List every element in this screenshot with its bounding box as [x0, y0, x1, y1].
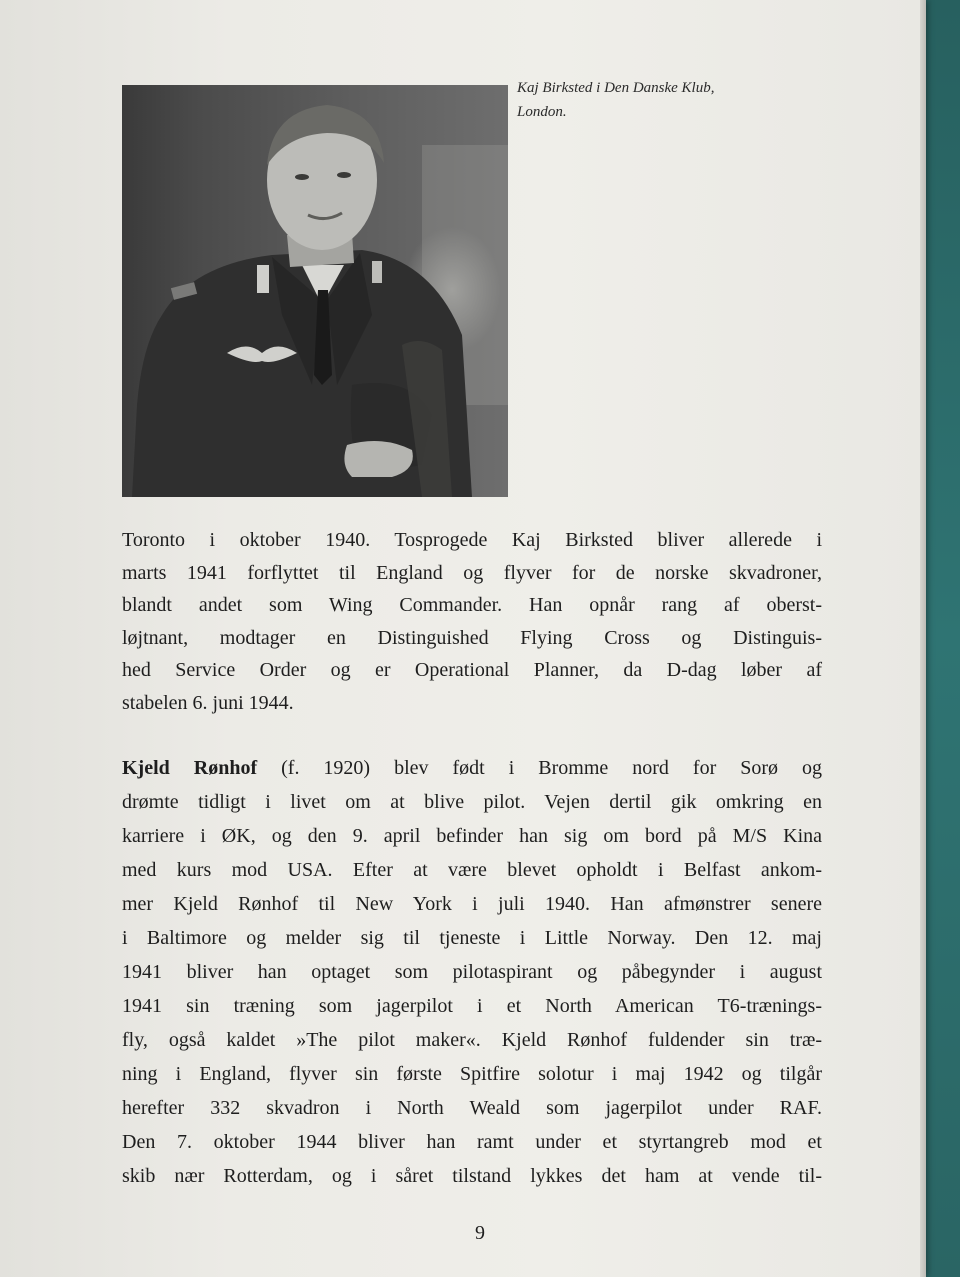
caption-line: Kaj Birksted i Den Danske Klub, [517, 80, 715, 96]
text-line: 1941 bliver han optaget som pilotaspirant og påbegynder i august [122, 961, 822, 983]
text-line: hed Service Order og er Operational Planner, da D-dag løber af [122, 659, 822, 682]
paragraph-ronhof [122, 751, 822, 1193]
portrait-illustration [122, 85, 508, 497]
text-line: løjtnant, modtager en Distinguished Flying Cross og Distinguis- [122, 626, 822, 649]
text-line-first [122, 751, 822, 785]
portrait-photo [122, 85, 508, 497]
text-line: med kurs mod USA. Efter at være blevet opholdt i Belfast ankom- [122, 859, 822, 881]
text-line: stabelen 6. juni 1944. [122, 691, 294, 714]
page-number: 9 [475, 1222, 485, 1244]
text-line: blandt andet som Wing Commander. Han opnår rang af oberst- [122, 594, 822, 617]
text-line: marts 1941 forflyttet til England og flyver for de norske skvadroner, [122, 561, 822, 584]
text-line: mer Kjeld Rønhof til New York i juli 1940. Han afmønstrer senere [122, 893, 822, 915]
text-line: fly, også kaldet »The pilot maker«. Kjeld Rønhof fuldender sin træ- [122, 1029, 822, 1051]
text-line: skib nær Rotterdam, og i såret tilstand lykkes det ham at vende til- [122, 1165, 822, 1187]
photo-caption [517, 76, 817, 124]
text-line: 1941 sin træning som jagerpilot i et North American T6-trænings- [122, 995, 822, 1017]
text-line: herefter 332 skvadron i North Weald som jagerpilot under RAF. [122, 1097, 822, 1119]
text-line: ning i England, flyver sin første Spitfire solotur i maj 1942 og tilgår [122, 1063, 822, 1085]
person-name: Kjeld Rønhof [122, 757, 258, 779]
text-line: karriere i ØK, og den 9. april befinder han sig om bord på M/S Kina [122, 825, 822, 847]
text-line: drømte tidligt i livet om at blive pilot. Vejen dertil gik omkring en [122, 791, 822, 813]
paragraph-birksted [122, 524, 822, 720]
text-line: Den 7. oktober 1944 bliver han ramt under et styrtangreb mod et [122, 1131, 822, 1153]
caption-line: London. [517, 104, 567, 120]
page-edge [920, 0, 926, 1277]
text-line: Toronto i oktober 1940. Tosprogede Kaj Birksted bliver allerede i [122, 529, 822, 551]
text-line-rest: (f. 1920) blev født i Bromme nord for Sorø og [257, 757, 822, 779]
text-line: i Baltimore og melder sig til tjeneste i Little Norway. Den 12. maj [122, 927, 822, 949]
